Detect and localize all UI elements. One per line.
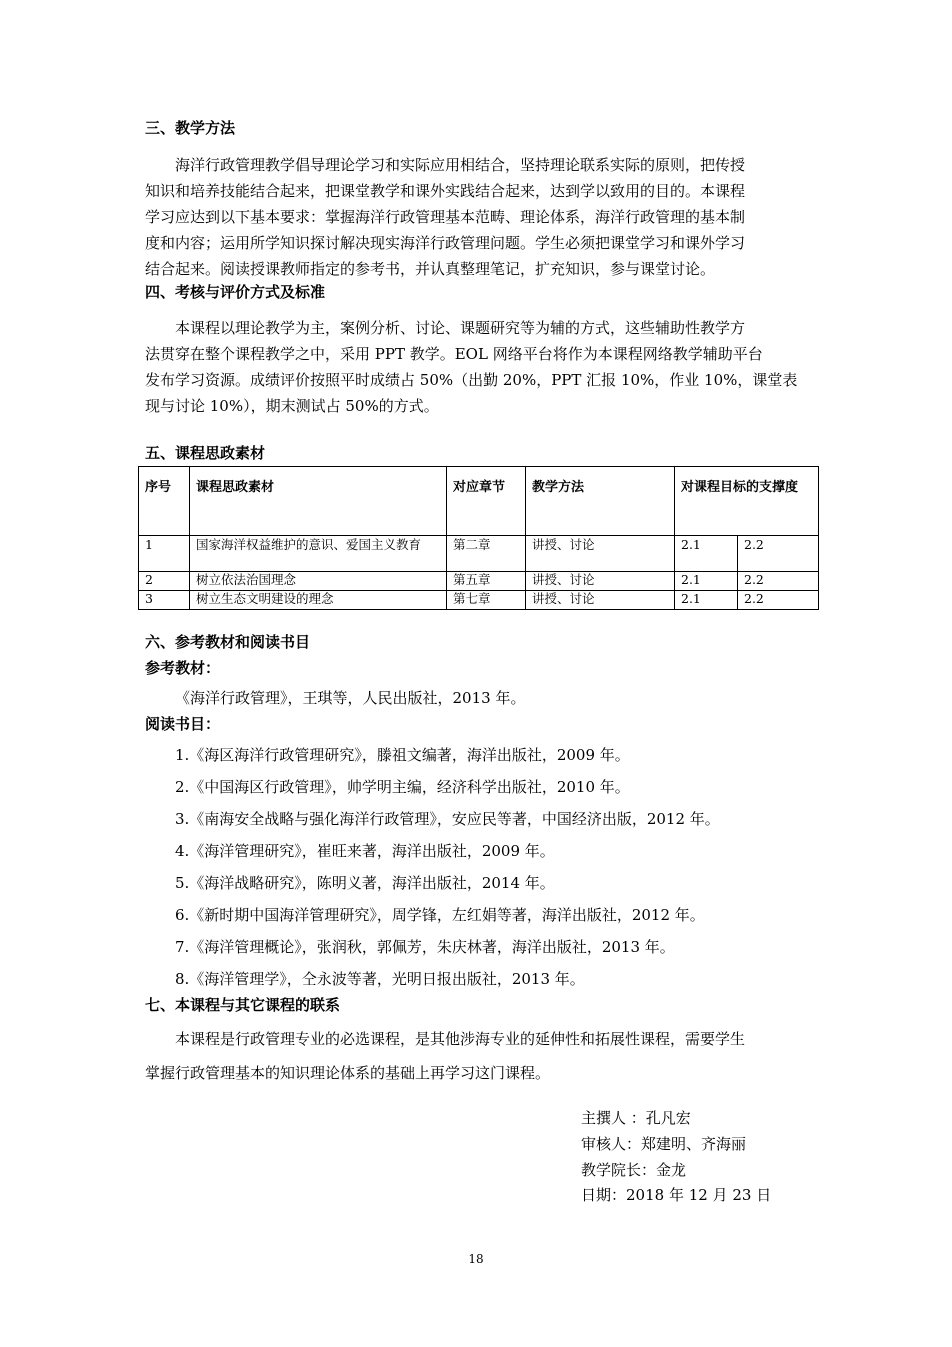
table-header-row [139,467,819,536]
page-number: 18 [468,1252,484,1266]
reading-item: 6.《新时期中国海洋管理研究》，周学锋，左红娟等著，海洋出版社，2012 年。 [175,906,705,924]
cell-chapter: 第二章 [447,536,526,572]
cell-index: 1 [139,536,190,572]
cell-method: 讲授、讨论 [526,591,675,610]
cell-index: 3 [139,591,190,610]
paragraph-line: 海洋行政管理教学倡导理论学习和实际应用相结合，坚持理论联系实际的原则，把传授 [175,156,746,174]
paragraph-line: 度和内容；运用所学知识探讨解决现实海洋行政管理问题。学生必须把课堂学习和课外学习 [145,234,746,252]
table-row [139,591,819,610]
cell-index: 2 [139,572,190,591]
paragraph-line: 现与讨论 10%），期末测试占 50%的方式。 [145,397,439,415]
assessment-paragraph [145,315,813,419]
paragraph-line: 知识和培养技能结合起来，把课堂教学和课外实践结合起来，达到学以致用的目的。本课程 [145,182,746,200]
paragraph-line: 本课程是行政管理专业的必选课程，是其他涉海专业的延伸性和拓展性课程，需要学生 [175,1030,746,1048]
textbook-entry: 《海洋行政管理》，王琪等，人民出版社，2013 年。 [175,689,526,707]
dean-line: 教学院长：金龙 [581,1161,687,1179]
header-material: 课程思政素材 [190,467,447,536]
header-support: 对课程目标的支撑度 [675,467,819,536]
cell-goal-2: 2.2 [738,536,819,572]
table-row [139,572,819,591]
paragraph-line: 本课程以理论教学为主，案例分析、讨论、课题研究等为辅的方式，这些辅助性教学方 [175,319,746,337]
author-line: 主撰人 ：孔凡宏 [581,1109,691,1127]
reviewer-line: 审核人：郑建明、齐海丽 [581,1135,747,1153]
header-method: 教学方法 [526,467,675,536]
section-heading-course-relations: 七、本课程与其它课程的联系 [145,996,341,1014]
cell-goal-2: 2.2 [738,591,819,610]
reading-item: 4.《海洋管理研究》，崔旺来著，海洋出版社，2009 年。 [175,842,555,860]
cell-material: 树立生态文明建设的理念 [190,591,447,610]
cell-material: 国家海洋权益维护的意识、爱国主义教育 [190,536,447,572]
cell-method: 讲授、讨论 [526,572,675,591]
cell-goal-2: 2.2 [738,572,819,591]
section-heading-assessment: 四、考核与评价方式及标准 [145,283,326,301]
cell-goal-1: 2.1 [675,591,738,610]
cell-material: 树立依法治国理念 [190,572,447,591]
paragraph-line: 学习应达到以下基本要求：掌握海洋行政管理基本范畴、理论体系，海洋行政管理的基本制 [145,208,746,226]
cell-chapter: 第七章 [447,591,526,610]
cell-method: 讲授、讨论 [526,536,675,572]
cell-chapter: 第五章 [447,572,526,591]
header-chapter: 对应章节 [447,467,526,536]
reading-item: 1.《海区海洋行政管理研究》，滕祖文编著，海洋出版社，2009 年。 [175,746,630,764]
section-heading-teaching-methods: 三、教学方法 [145,119,236,137]
reading-item: 7.《海洋管理概论》，张润秋，郭佩芳，朱庆林著，海洋出版社，2013 年。 [175,938,675,956]
section-heading-ideological-materials: 五、课程思政素材 [145,444,266,462]
paragraph-line: 结合起来。阅读授课教师指定的参考书，并认真整理笔记，扩充知识，参与课堂讨论。 [145,260,716,278]
paragraph-line: 法贯穿在整个课程教学之中，采用 PPT 教学。EOL 网络平台将作为本课程网络教学辅助平台 [145,345,763,363]
reading-item: 3.《南海安全战略与强化海洋行政管理》，安应民等著，中国经济出版，2012 年。 [175,810,720,828]
reading-item: 5.《海洋战略研究》，陈明义著，海洋出版社，2014 年。 [175,874,555,892]
reading-item: 8.《海洋管理学》，仝永波等著，光明日报出版社，2013 年。 [175,970,585,988]
course-relations-paragraph [145,1022,813,1090]
textbook-label: 参考教材： [145,659,221,677]
paragraph-line: 掌握行政管理基本的知识理论体系的基础上再学习这门课程。 [145,1064,551,1082]
date-line: 日期：2018 年 12 月 23 日 [581,1186,772,1204]
reading-item: 2.《中国海区行政管理》，帅学明主编，经济科学出版社，2010 年。 [175,778,630,796]
ideological-materials-table [138,466,819,610]
cell-goal-1: 2.1 [675,536,738,572]
reading-label: 阅读书目： [145,715,221,733]
section-heading-references: 六、参考教材和阅读书目 [145,633,311,651]
table-row [139,536,819,572]
header-index: 序号 [139,467,190,536]
paragraph-line: 发布学习资源。成绩评价按照平时成绩占 50%（出勤 20%，PPT 汇报 10%，作业 10%，课堂表 [145,371,798,389]
cell-goal-1: 2.1 [675,572,738,591]
teaching-methods-paragraph [145,152,813,282]
